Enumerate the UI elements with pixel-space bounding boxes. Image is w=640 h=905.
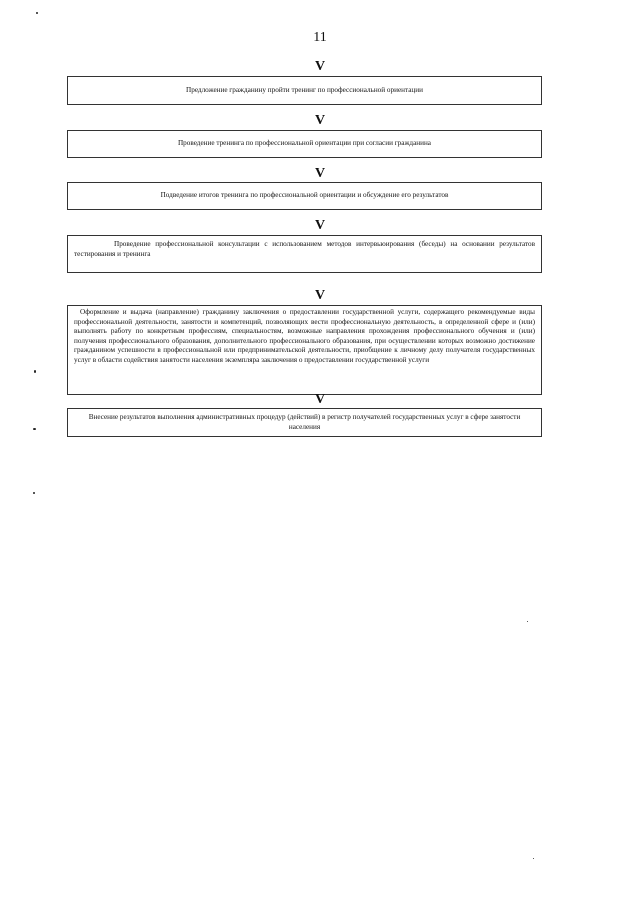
- flow-step-2: Проведение тренинга по профессиональной ориентации при согласии гражданина: [67, 130, 542, 158]
- scan-speck: [533, 858, 534, 859]
- flow-arrow-4: V: [314, 218, 326, 233]
- page-number: 11: [313, 30, 327, 45]
- flow-step-6: Внесение результатов выполнения административных процедур (действий) в регистр получателей государственных услуг в сфере занятости населения: [67, 408, 542, 437]
- flow-arrow-6: V: [314, 392, 326, 407]
- flow-step-1: Предложение гражданину пройти тренинг по профессиональной ориентации: [67, 76, 542, 105]
- flow-step-3: Подведение итогов тренинга по профессиональной ориентации и обсуждение его результатов: [67, 182, 542, 210]
- scan-speck: [33, 428, 36, 430]
- flow-step-5: Оформление и выдача (направление) гражданину заключения о предоставлении государственной услуги, содержащего рекомендуемые виды профессиональной деятельности, занятости и компетенций, позволяющих вести профессиональную деятельность, в определенной сфере и (или) выполнять работу по конкретным профессиям, специальностям, возможные направления прохождения профессионального обучения и (или) получения профессионального образования, дополнительного профессионального образования, при осуществлении которых возможно достижение гражданином успешности в профессиональной или предпринимательской деятельности, приобщение к личному делу получателя государственных услуг в области содействия занятости населения экземпляра заключения о предоставлении государственной услуги: [67, 305, 542, 395]
- scan-speck: [34, 370, 36, 373]
- flow-arrow-3: V: [314, 166, 326, 181]
- flow-arrow-1: V: [314, 59, 326, 74]
- flow-arrow-2: V: [314, 113, 326, 128]
- scan-speck: [33, 492, 35, 494]
- flow-step-4: Проведение профессиональной консультации с использованием методов интервьюирования (беседы) на основании результатов тестирования и тренинга: [67, 235, 542, 273]
- scan-speck: [527, 621, 528, 622]
- scan-speck: [36, 12, 38, 14]
- flow-arrow-5: V: [314, 288, 326, 303]
